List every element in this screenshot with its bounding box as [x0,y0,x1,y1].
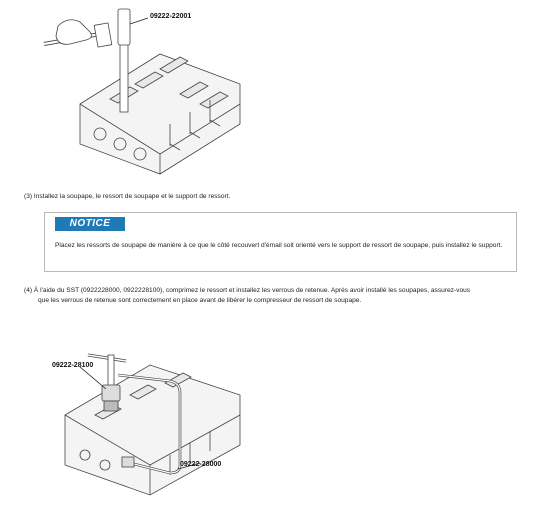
spring-compressor-drawing [40,345,265,509]
step-3-text: (3) Installez la soupape, le ressort de soupape et le support de ressort. [24,193,231,200]
step-4-line-1: (4) À l'aide du SST (0922228000, 0922228100), comprimez le ressort et installez les verrous de retenue. Après avoir installé les soupapes, assurez-vous [24,287,471,294]
notice-badge: NOTICE [55,217,125,231]
valve-guide-installer-illustration [40,4,250,184]
notice-text: Placez les ressorts de soupape de manière à ce que le côté recouvert d'émail soit orienté vers le support de ressort de soupape, puis installez le support. [55,242,503,249]
valve-spring-compressor-illustration [40,345,265,509]
tool-callout-09222-28100: 09222-28100 [52,362,94,369]
cylinder-head-hammer-drawing [40,4,250,184]
notice-box [44,212,517,272]
tool-callout-09222-22001: 09222-22001 [150,13,192,20]
step-4-text [24,286,524,305]
tool-callout-09222-28000: 09222-28000 [180,461,222,468]
step-4-line-2: que les verrous de retenue sont correctement en place avant de libérer le compresseur de ressort de soupape. [38,296,362,304]
